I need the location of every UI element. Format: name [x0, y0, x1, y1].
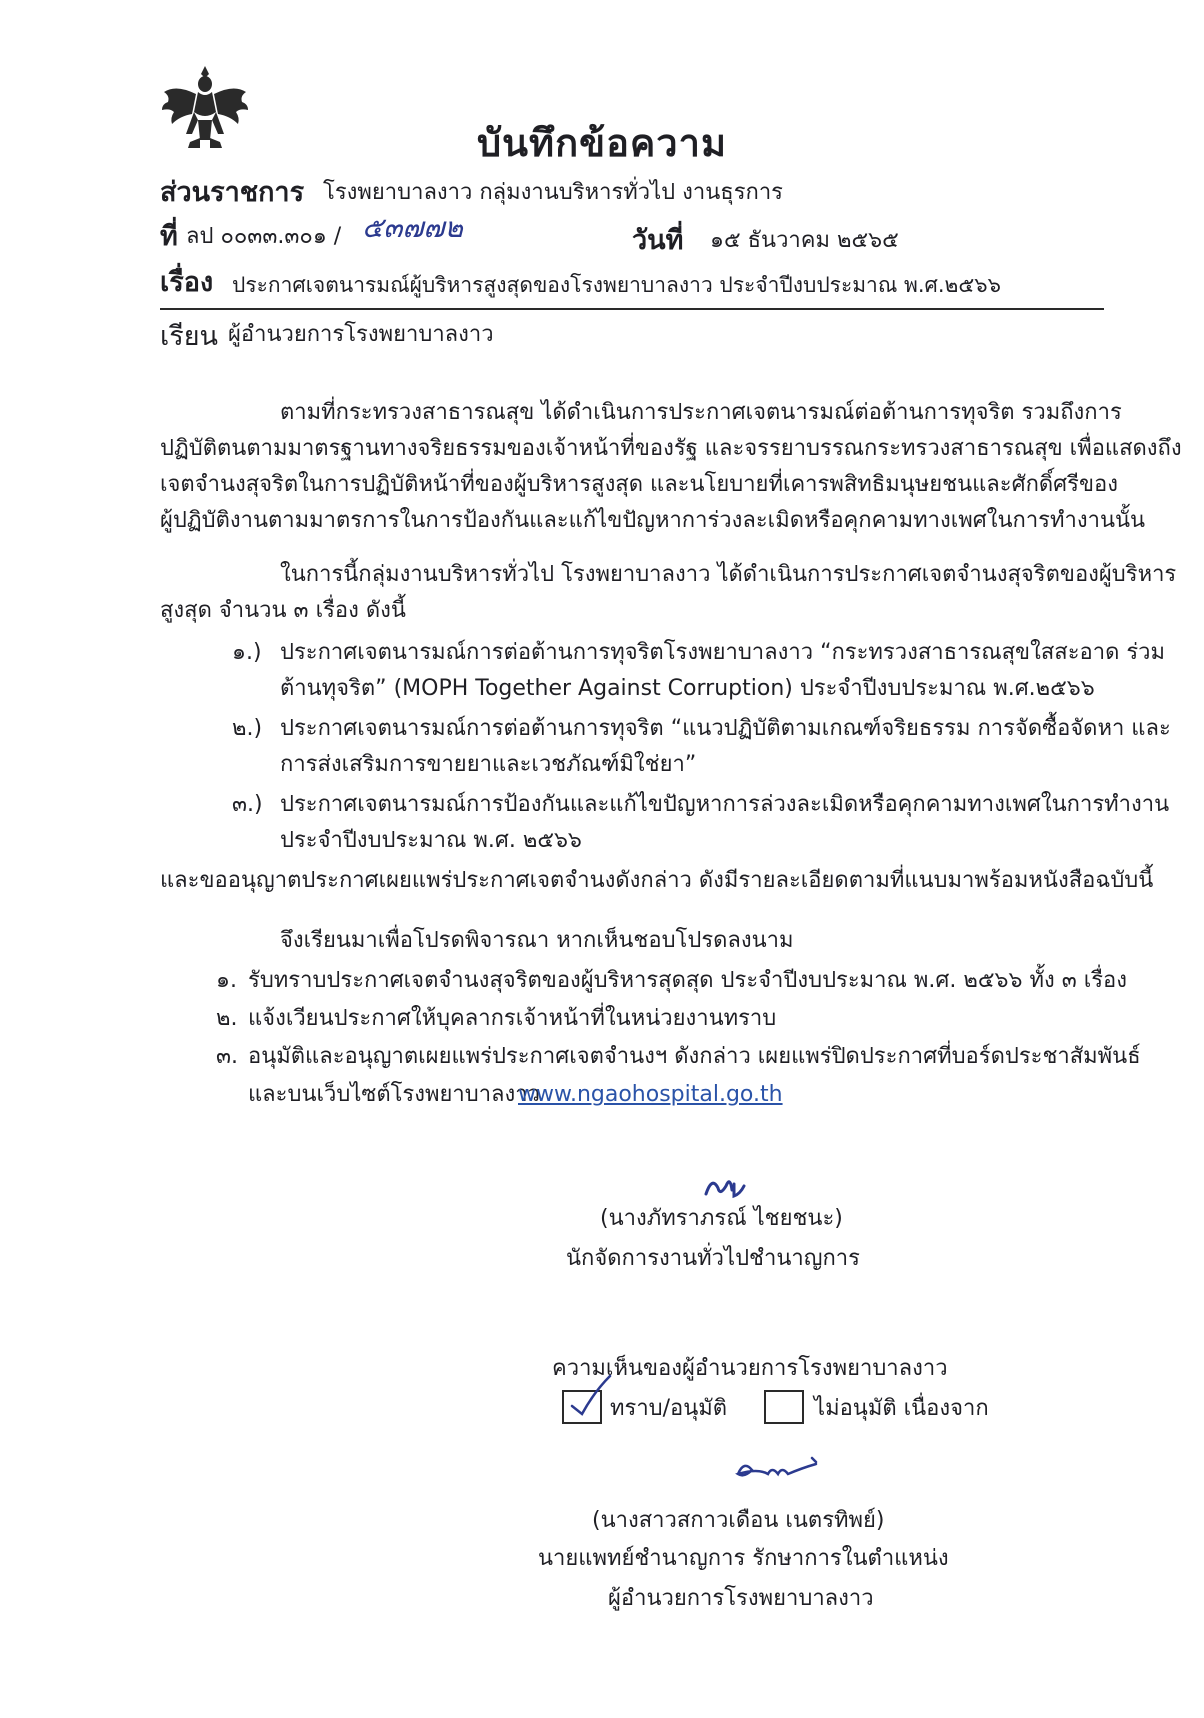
reject-label: ไม่อนุมัติ เนื่องจาก — [814, 1396, 989, 1421]
signer-2-position-1: นายแพทย์ชำนาญการ รักษาการในตำแหน่ง — [538, 1546, 949, 1571]
request-3-line: และบนเว็บไซต์โรงพยาบาลงาว — [248, 1082, 540, 1107]
request-1-number: ๑. — [216, 968, 237, 993]
memo-title: บันทึกข้อความ — [476, 121, 728, 165]
paragraph-4: จึงเรียนมาเพื่อโปรดพิจารณา หากเห็นชอบโปรดลงนาม — [280, 928, 794, 953]
subject-label: เรื่อง — [160, 267, 214, 298]
paragraph-3: และขออนุญาตประกาศเผยแพร่ประกาศเจตจำนงดังกล่าว ดังมีรายละเอียดตามที่แนบมาพร้อมหนังสือฉบับนี้ — [160, 868, 1154, 893]
item-2-line: การส่งเสริมการขายยาและเวชภัณฑ์มิใช่ยา” — [280, 752, 697, 777]
to-label: เรียน — [160, 321, 219, 352]
signature-1-icon — [700, 1168, 760, 1204]
request-2-number: ๒. — [216, 1006, 238, 1031]
request-3-number: ๓. — [216, 1044, 239, 1069]
approve-label: ทราบ/อนุมัติ — [610, 1396, 728, 1421]
request-2-line: แจ้งเวียนประกาศให้บุคลากรเจ้าหน้าที่ในหน่วยงานทราบ — [248, 1006, 777, 1031]
item-2-line: ประกาศเจตนารมณ์การต่อต้านการทุจริต “แนวปฏิบัติตามเกณฑ์จริยธรรม การจัดซื้อจัดหา และ — [280, 716, 1171, 741]
paragraph-1-line: เจตจำนงสุจริตในการปฏิบัติหน้าที่ของผู้บริหารสูงสุด และนโยบายที่เคารพสิทธิมนุษยชนและศักดิ์ศรีของ — [160, 472, 1118, 497]
paragraph-1-line: ผู้ปฏิบัติงานตามมาตรการในการป้องกันและแก้ไขปัญหาการ่วงละเมิดหรือคุกคามทางเพศในการทำงานนั้น — [160, 508, 1146, 533]
item-1-number: ๑.) — [232, 640, 262, 665]
signer-1-position: นักจัดการงานทั่วไปชำนาญการ — [566, 1246, 860, 1271]
ref-label: ที่ — [160, 221, 178, 252]
checkmark-icon — [566, 1372, 616, 1422]
item-1-line: ประกาศเจตนารมณ์การต่อต้านการทุจริตโรงพยาบาลงาว “กระทรวงสาธารณสุขใสสะอาด ร่วม — [280, 640, 1166, 665]
paragraph-2-line: ในการนี้กลุ่มงานบริหารทั่วไป โรงพยาบาลงาว ได้ดำเนินการประกาศเจตจำนงสุจริตของผู้บริหาร — [280, 562, 1177, 587]
item-3-line: ประจำปีงบประมาณ พ.ศ. ๒๕๖๖ — [280, 828, 582, 853]
item-3-line: ประกาศเจตนารมณ์การป้องกันและแก้ไขปัญหาการล่วงละเมิดหรือคุกคามทางเพศในการทำงาน — [280, 792, 1170, 817]
paragraph-1-line: ตามที่กระทรวงสาธารณสุข ได้ดำเนินการประกาศเจตนารมณ์ต่อต้านการทุจริต รวมถึงการ — [280, 400, 1122, 425]
signature-2-icon — [730, 1450, 830, 1490]
opinion-heading: ความเห็นของผู้อำนวยการโรงพยาบาลงาว — [552, 1356, 948, 1381]
item-3-number: ๓.) — [232, 792, 263, 817]
subject-value: ประกาศเจตนารมณ์ผู้บริหารสูงสุดของโรงพยาบาลงาว ประจำปีงบประมาณ พ.ศ.๒๕๖๖ — [232, 273, 1001, 297]
signer-2-name: (นางสาวสกาวเดือน เนตรทิพย์) — [592, 1508, 885, 1533]
website-link[interactable]: www.ngaohospital.go.th — [518, 1082, 783, 1107]
date-label: วันที่ — [632, 225, 684, 256]
item-2-number: ๒.) — [232, 716, 263, 741]
item-1-line: ต้านทุจริต” (MOPH Together Against Corruption) ประจำปีงบประมาณ พ.ศ.๒๕๖๖ — [280, 676, 1095, 701]
reject-checkbox[interactable] — [764, 1390, 804, 1424]
agency-value: โรงพยาบาลงาว กลุ่มงานบริหารทั่วไป งานธุรการ — [323, 180, 784, 205]
ref-handwritten-number: ๕๓๗๗๒ — [362, 211, 463, 244]
signer-2-position-2: ผู้อำนวยการโรงพยาบาลงาว — [608, 1586, 874, 1611]
to-value: ผู้อำนวยการโรงพยาบาลงาว — [228, 322, 494, 347]
request-3-line: อนุมัติและอนุญาตเผยแพร่ประกาศเจตจำนงฯ ดังกล่าว เผยแพร่ปิดประกาศที่บอร์ดประชาสัมพันธ์ — [248, 1044, 1141, 1069]
request-1-line: รับทราบประกาศเจตจำนงสุจริตของผู้บริหารสุดสุด ประจำปีงบประมาณ พ.ศ. ๒๕๖๖ ทั้ง ๓ เรื่อง — [248, 968, 1128, 993]
signer-1-name: (นางภัทราภรณ์ ไชยชนะ) — [600, 1206, 843, 1231]
paragraph-2-line: สูงสุด จำนวน ๓ เรื่อง ดังนี้ — [160, 598, 406, 623]
ref-value: ลป ๐๐๓๓.๓๐๑ / — [186, 224, 342, 249]
date-value: ๑๕ ธันวาคม ๒๕๖๕ — [710, 228, 899, 253]
paragraph-1-line: ปฏิบัติตนตามมาตรฐานทางจริยธรรมของเจ้าหน้าที่ของรัฐ และจรรยาบรรณกระทรวงสาธารณสุข เพื่อแสดงถึง — [160, 436, 1182, 461]
agency-label: ส่วนราชการ — [160, 177, 305, 208]
header-divider — [160, 308, 1104, 310]
